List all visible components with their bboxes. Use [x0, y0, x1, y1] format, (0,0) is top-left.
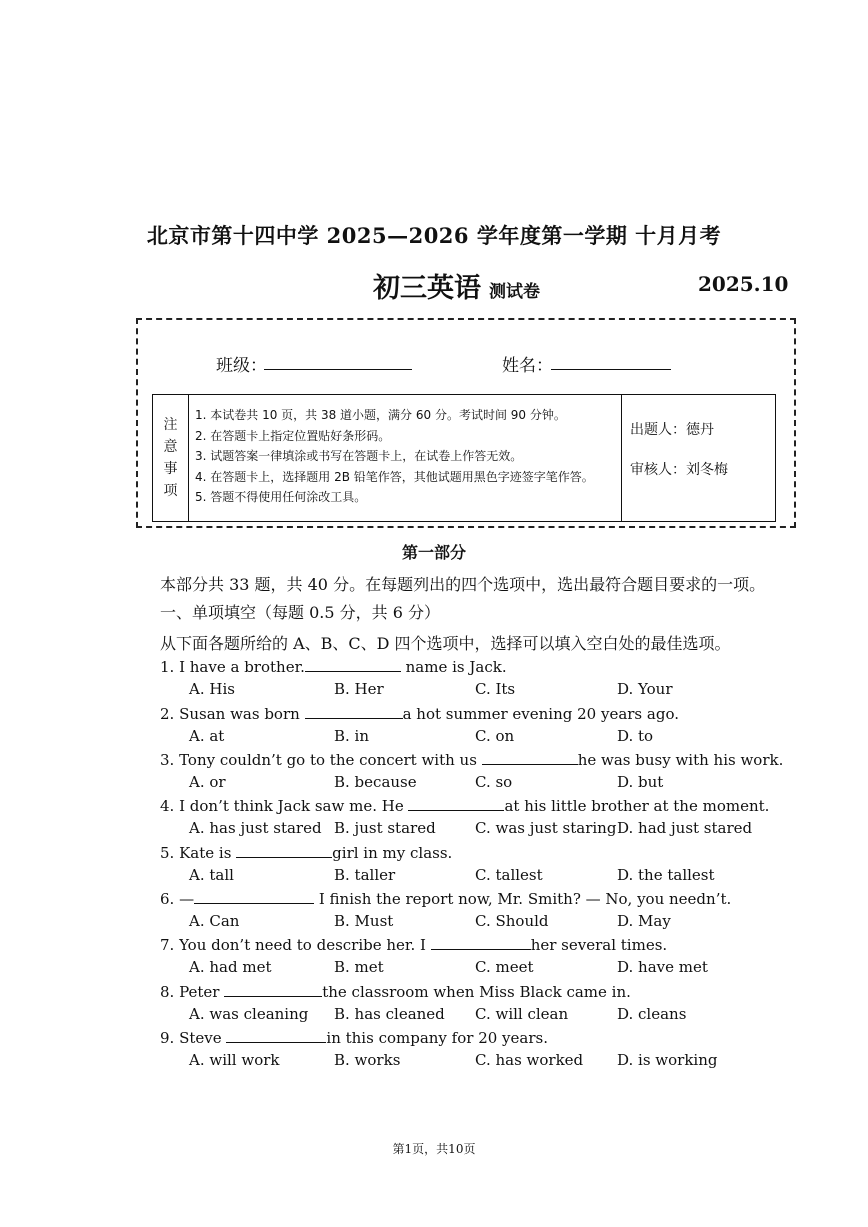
question-text: 4. I don’t think Jack saw me. He	[160, 797, 409, 815]
question-text: the classroom when Miss Black came in.	[322, 983, 631, 1001]
answer-blank	[194, 889, 314, 904]
answer-option: C. Its	[475, 680, 516, 698]
question-text: a hot summer evening 20 years ago.	[402, 705, 679, 723]
answer-option: D. have met	[617, 958, 708, 976]
answer-option: B. because	[334, 773, 417, 791]
question-text: name is Jack.	[400, 658, 507, 676]
answer-blank	[482, 750, 578, 765]
notice-item: 1. 本试卷共 10 页，共 38 道小题，满分 60 分。考试时间 90 分钟。	[195, 408, 566, 422]
answer-option: C. was just staring	[475, 819, 617, 837]
answer-option: C. has worked	[475, 1051, 584, 1069]
answer-option: A. had met	[189, 958, 272, 976]
question-text: he was busy with his work.	[577, 751, 784, 769]
notice-staff	[621, 395, 775, 521]
part-intro: 本部分共 33 题，共 40 分。在每题列出的四个选项中，选出最符合题目要求的一项。	[160, 575, 766, 594]
page-footer: 第1页，共10页	[392, 1142, 476, 1156]
notice-heading-char: 意	[163, 439, 178, 455]
question-text: 7. You don’t need to describe her. I	[160, 936, 431, 954]
answer-option: A. Can	[189, 912, 240, 930]
name-label: 姓名：	[502, 356, 553, 376]
answer-option: D. the tallest	[617, 866, 715, 884]
question-text: 6. —	[160, 890, 195, 908]
author-text: 出题人：德丹	[630, 422, 714, 438]
answer-option: B. Her	[334, 680, 384, 698]
question-stem	[160, 657, 507, 676]
answer-option: B. met	[334, 958, 384, 976]
reviewer-text: 审核人：刘冬梅	[630, 462, 728, 478]
question-text: in this company for 20 years.	[326, 1029, 548, 1047]
subject-name: 初三英语	[373, 273, 481, 304]
answer-option: B. has cleaned	[334, 1005, 445, 1023]
notice-heading	[153, 395, 189, 521]
part-title: 第一部分	[401, 543, 466, 562]
answer-blank	[226, 1028, 326, 1043]
question-text: 8. Peter	[160, 983, 225, 1001]
answer-option: D. had just stared	[617, 819, 753, 837]
notice-item: 4. 在答题卡上，选择题用 2B 铅笔作答，其他试题用黑色字迹签字笔作答。	[195, 469, 594, 484]
question-text: I finish the report now, Mr. Smith? — No, you needn’t.	[314, 890, 732, 908]
answer-blank	[305, 657, 401, 672]
answer-option: C. will clean	[475, 1005, 569, 1023]
answer-option: A. will work	[189, 1051, 280, 1069]
notice-item: 3. 试题答案一律填涂或书写在答题卡上，在试卷上作答无效。	[195, 449, 523, 463]
answer-option: D. cleans	[617, 1005, 687, 1023]
exam-date: 2025.10	[698, 272, 789, 296]
question-stem	[160, 796, 769, 815]
class-field[interactable]	[264, 368, 412, 370]
notice-box	[152, 394, 776, 522]
answer-option: B. Must	[334, 912, 394, 930]
answer-option: C. Should	[475, 912, 549, 930]
answer-option: B. works	[334, 1051, 401, 1069]
question-text: at his little brother at the moment.	[504, 797, 770, 815]
notice-list	[195, 405, 594, 508]
answer-option: A. was cleaning	[189, 1005, 309, 1023]
question-text: girl in my class.	[332, 844, 453, 862]
question-text: 1. I have a brother.	[160, 658, 305, 676]
question-stem	[160, 1028, 548, 1047]
notice-item: 2. 在答题卡上指定位置贴好条形码。	[195, 428, 391, 443]
answer-option: C. on	[475, 727, 515, 745]
notice-heading-char: 事	[163, 461, 178, 477]
answer-option: A. or	[189, 773, 226, 791]
answer-option: C. meet	[475, 958, 534, 976]
answer-blank	[236, 843, 332, 858]
answer-option: A. has just stared	[189, 819, 322, 837]
exam-title: 北京市第十四中学 2025—2026 学年度第一学期 十月月考	[146, 223, 722, 248]
section-instruction: 从下面各题所给的 A、B、C、D 四个选项中，选择可以填入空白处的最佳选项。	[160, 634, 731, 653]
exam-subject	[373, 266, 540, 305]
answer-option: B. just stared	[334, 819, 436, 837]
answer-option: D. to	[617, 727, 654, 745]
question-stem	[160, 750, 783, 769]
question-text: 3. Tony couldn’t go to the concert with us	[160, 751, 482, 769]
question-text: her several times.	[530, 936, 668, 954]
answer-option: A. at	[189, 727, 225, 745]
question-stem	[160, 843, 452, 862]
question-text: 5. Kate is	[160, 844, 237, 862]
answer-option: B. taller	[334, 866, 396, 884]
answer-option: D. Your	[617, 680, 673, 698]
answer-option: D. but	[617, 773, 664, 791]
section-title: 一、单项填空（每题 0.5 分，共 6 分）	[160, 603, 440, 622]
answer-blank	[431, 935, 531, 950]
answer-option: A. His	[189, 680, 235, 698]
question-stem	[160, 889, 731, 908]
notice-heading-char: 注	[163, 417, 178, 433]
notice-item: 5. 答题不得使用任何涂改工具。	[195, 490, 367, 504]
question-text: 9. Steve	[160, 1029, 227, 1047]
answer-blank	[305, 704, 403, 719]
name-field[interactable]	[551, 368, 671, 370]
answer-option: A. tall	[189, 866, 234, 884]
answer-option: C. so	[475, 773, 513, 791]
answer-option: D. is working	[617, 1051, 718, 1069]
notice-heading-char: 项	[163, 483, 178, 499]
answer-option: D. May	[617, 912, 671, 930]
question-stem	[160, 935, 667, 954]
question-stem	[160, 704, 679, 723]
paper-type: 测试卷	[489, 282, 540, 302]
answer-blank	[408, 796, 504, 811]
class-label: 班级：	[216, 356, 267, 376]
answer-option: C. tallest	[475, 866, 543, 884]
question-stem	[160, 982, 631, 1001]
question-text: 2. Susan was born	[160, 705, 305, 723]
answer-option: B. in	[334, 727, 370, 745]
answer-blank	[224, 982, 322, 997]
